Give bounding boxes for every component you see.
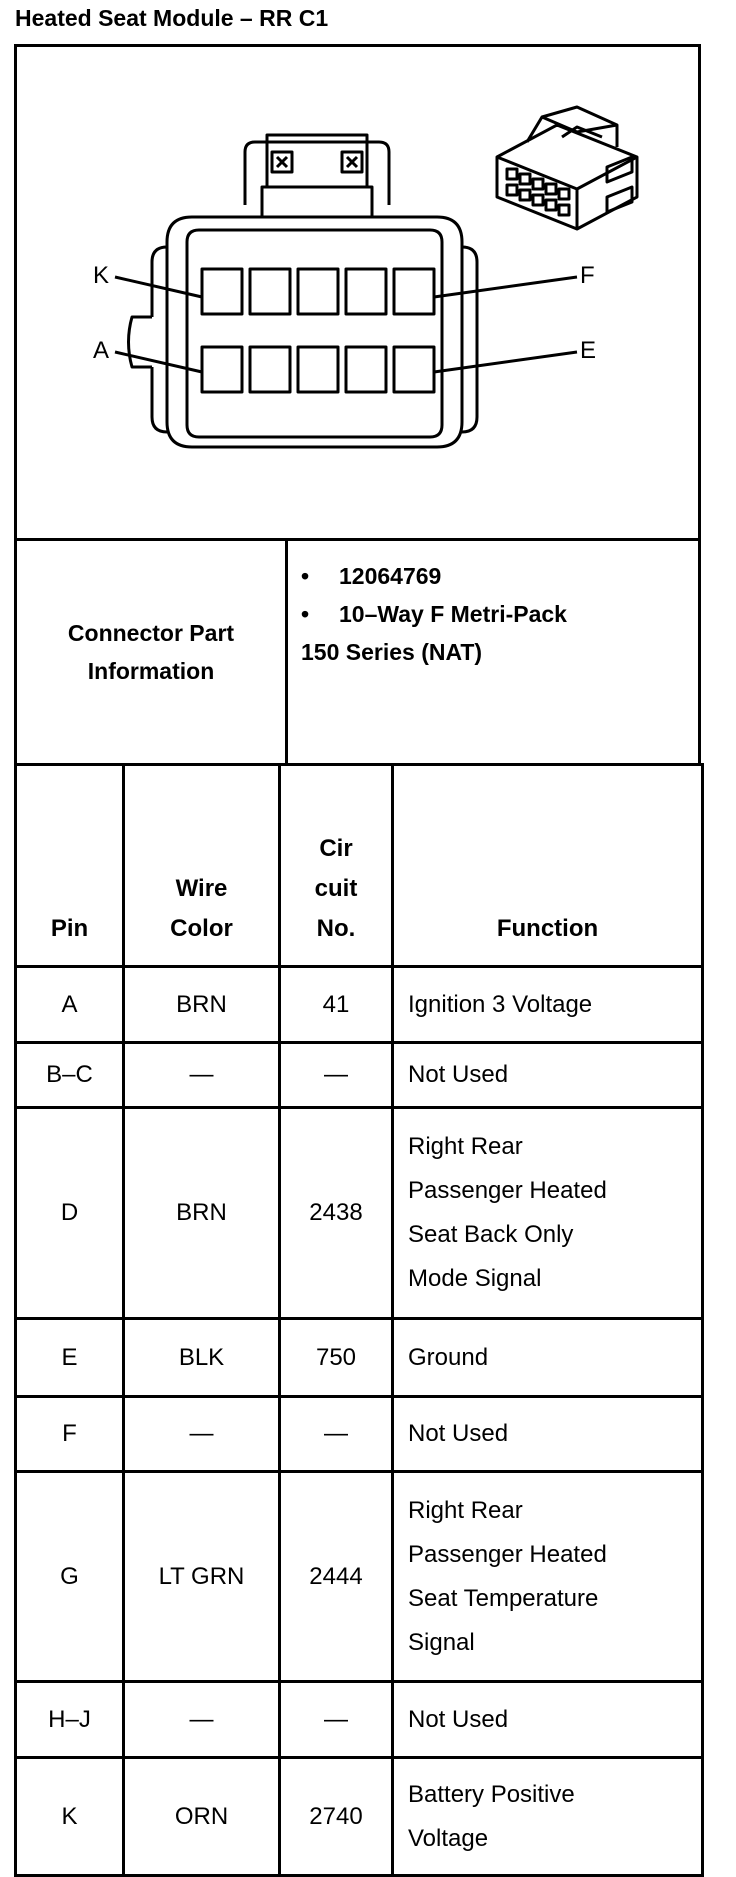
pin-cell: E — [16, 1319, 124, 1397]
function-cell — [393, 1472, 703, 1682]
function-line: Not Used — [408, 1061, 509, 1088]
function-cell — [393, 1043, 703, 1108]
circuit-cell: — — [280, 1043, 393, 1108]
page-title: Heated Seat Module – RR C1 — [15, 5, 329, 31]
header-wire-color: Wire Color — [124, 765, 280, 967]
connector-drawing — [17, 47, 698, 538]
table-row — [16, 1397, 703, 1472]
table-row — [16, 1108, 703, 1319]
table-row — [16, 1758, 703, 1876]
part-number-item — [301, 557, 688, 595]
table-row — [16, 1319, 703, 1397]
circuit-cell: — — [280, 1682, 393, 1758]
connector-part-info — [14, 538, 701, 766]
connector-type: 10–Way F Metri-Pack — [339, 601, 567, 627]
function-line: Right Rear — [408, 1133, 523, 1160]
pin-cell: G — [16, 1472, 124, 1682]
function-line: Voltage — [408, 1824, 489, 1852]
connector-info-label-line1: Connector Part — [67, 620, 235, 646]
circuit-cell: 2438 — [280, 1108, 393, 1319]
pin-label-f: F — [580, 262, 595, 289]
pin-cell: F — [16, 1397, 124, 1472]
function-line: Seat Back Only — [408, 1221, 574, 1248]
wire-color-cell: — — [124, 1043, 280, 1108]
wire-color-cell: — — [124, 1682, 280, 1758]
connector-info-details — [301, 557, 688, 671]
wire-color-cell: — — [124, 1397, 280, 1472]
function-cell — [393, 1758, 703, 1876]
function-line: Ground — [408, 1343, 489, 1371]
bullet-icon: • — [301, 601, 310, 627]
function-cell — [393, 1319, 703, 1397]
function-cell — [393, 1108, 703, 1319]
pin-cell: K — [16, 1758, 124, 1876]
function-cell — [393, 967, 703, 1043]
function-line: Battery Positive — [408, 1780, 575, 1808]
pin-label-k: K — [93, 262, 110, 289]
info-divider — [285, 541, 288, 763]
header-function: Function — [393, 765, 703, 967]
function-line: Not Used — [408, 1420, 509, 1447]
pin-table-body — [16, 967, 703, 1876]
function-line: Passenger Heated — [408, 1177, 607, 1204]
function-line: Signal — [408, 1628, 475, 1656]
function-cell — [393, 1397, 703, 1472]
pin-cell: A — [16, 967, 124, 1043]
circuit-cell: 41 — [280, 967, 393, 1043]
bullet-icon: • — [301, 563, 310, 589]
wire-color-cell: BRN — [124, 967, 280, 1043]
pin-table-header — [16, 765, 703, 967]
header-circuit-no: Cir cuit No. — [280, 765, 393, 967]
wire-color-cell: LT GRN — [124, 1472, 280, 1682]
pin-cell: B–C — [16, 1043, 124, 1108]
function-line: Mode Signal — [408, 1265, 542, 1292]
pin-table — [14, 763, 704, 1877]
circuit-cell: — — [280, 1397, 393, 1472]
pin-cell: D — [16, 1108, 124, 1319]
table-row — [16, 967, 703, 1043]
function-line: Ignition 3 Voltage — [408, 990, 593, 1018]
circuit-cell: 750 — [280, 1319, 393, 1397]
wire-color-cell: BLK — [124, 1319, 280, 1397]
function-line: Not Used — [408, 1705, 509, 1733]
function-line: Passenger Heated — [408, 1540, 607, 1568]
table-row — [16, 1043, 703, 1108]
connector-type-item — [301, 595, 688, 633]
pin-label-e: E — [580, 337, 597, 364]
function-line: Seat Temperature — [408, 1584, 599, 1612]
pin-cell: H–J — [16, 1682, 124, 1758]
pin-label-a: A — [93, 337, 110, 364]
connector-series: 150 Series (NAT) — [301, 639, 483, 665]
connector-info-label-line2: Information — [87, 658, 215, 684]
wire-color-cell: ORN — [124, 1758, 280, 1876]
circuit-cell: 2740 — [280, 1758, 393, 1876]
wire-color-cell: BRN — [124, 1108, 280, 1319]
function-cell — [393, 1682, 703, 1758]
table-row — [16, 1682, 703, 1758]
circuit-cell: 2444 — [280, 1472, 393, 1682]
part-number: 12064769 — [339, 563, 442, 589]
connector-diagram — [14, 44, 701, 541]
table-row — [16, 1472, 703, 1682]
connector-info-label — [17, 541, 285, 763]
function-line: Right Rear — [408, 1496, 523, 1524]
header-pin: Pin — [16, 765, 124, 967]
